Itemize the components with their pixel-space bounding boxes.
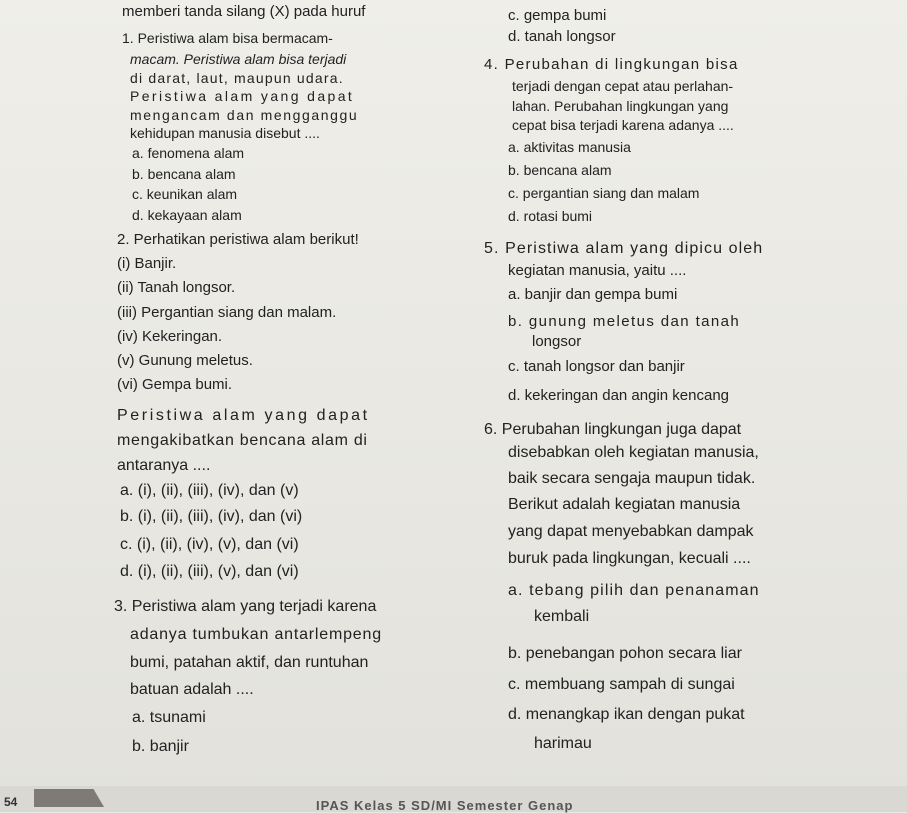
q6-option-c[interactable]: c. membuang sampah di sungai <box>508 676 735 693</box>
q6-option-a-cont: kembali <box>534 608 590 625</box>
q3-line3: bumi, patahan aktif, dan runtuhan <box>130 654 369 671</box>
q4-line1: 4. Perubahan di lingkungan bisa <box>484 56 739 73</box>
q4-line3: lahan. Perubahan lingkungan yang <box>512 98 729 114</box>
q4-option-a[interactable]: a. aktivitas manusia <box>508 139 631 155</box>
q2-option-b[interactable]: b. (i), (ii), (iii), (iv), dan (vi) <box>120 508 303 525</box>
q6-option-d-cont: harimau <box>534 735 592 752</box>
prev-option-c[interactable]: c. gempa bumi <box>508 7 607 24</box>
q3-line2: adanya tumbukan antarlempeng <box>130 626 382 643</box>
page-number: 54 <box>4 795 18 809</box>
q2-option-c[interactable]: c. (i), (ii), (iv), (v), dan (vi) <box>120 536 299 553</box>
q5-option-a[interactable]: a. banjir dan gempa bumi <box>508 286 678 303</box>
instruction-header: memberi tanda silang (X) pada huruf <box>122 3 366 20</box>
q1-line2: macam. Peristiwa alam bisa terjadi <box>130 51 347 67</box>
q6-line6: buruk pada lingkungan, kecuali .... <box>508 550 751 567</box>
q1-option-b[interactable]: b. bencana alam <box>132 166 236 182</box>
q1-line5: mengancam dan mengganggu <box>130 107 359 123</box>
q5-option-b[interactable]: b. gunung meletus dan tanah <box>508 313 741 330</box>
book-label: IPAS Kelas 5 SD/MI Semester Genap <box>316 798 574 813</box>
q3-option-a[interactable]: a. tsunami <box>132 709 206 726</box>
q2-item-iii: (iii) Pergantian siang dan malam. <box>117 304 337 321</box>
q5-line1: 5. Peristiwa alam yang dipicu oleh <box>484 240 764 257</box>
q2-item-i: (i) Banjir. <box>117 255 177 272</box>
q6-line1: 6. Perubahan lingkungan juga dapat <box>484 421 742 438</box>
q2-option-d[interactable]: d. (i), (ii), (iii), (v), dan (vi) <box>120 563 299 580</box>
q6-line4: Berikut adalah kegiatan manusia <box>508 496 741 513</box>
q4-line2: terjadi dengan cepat atau perlahan- <box>512 78 734 94</box>
q6-option-b[interactable]: b. penebangan pohon secara liar <box>508 645 742 662</box>
q2-item-v: (v) Gunung meletus. <box>117 352 253 369</box>
q1-line3: di darat, laut, maupun udara. <box>130 70 344 86</box>
q2-item-iv: (iv) Kekeringan. <box>117 328 223 345</box>
q3-line4: batuan adalah .... <box>130 681 254 698</box>
q5-option-c[interactable]: c. tanah longsor dan banjir <box>508 358 685 375</box>
q2-item-vi: (vi) Gempa bumi. <box>117 376 233 393</box>
q6-line3: baik secara sengaja maupun tidak. <box>508 470 756 487</box>
q3-line1: 3. Peristiwa alam yang terjadi karena <box>114 598 377 615</box>
q2-item-ii: (ii) Tanah longsor. <box>117 279 236 296</box>
q1-option-a[interactable]: a. fenomena alam <box>132 145 245 161</box>
q2-option-a[interactable]: a. (i), (ii), (iii), (iv), dan (v) <box>120 482 299 499</box>
q1-line4: Peristiwa alam yang dapat <box>130 88 355 104</box>
q2-line3: mengakibatkan bencana alam di <box>117 432 368 449</box>
q1-option-c[interactable]: c. keunikan alam <box>132 186 238 202</box>
q5-option-b-cont: longsor <box>532 333 582 350</box>
q1-option-d[interactable]: d. kekayaan alam <box>132 207 242 223</box>
q3-option-b[interactable]: b. banjir <box>132 738 189 755</box>
q1-line1: 1. Peristiwa alam bisa bermacam- <box>122 30 333 46</box>
footer-badge-decoration <box>34 789 104 807</box>
q2-line4: antaranya .... <box>117 457 211 474</box>
q5-line2: kegiatan manusia, yaitu .... <box>508 262 687 279</box>
q4-line4: cepat bisa terjadi karena adanya .... <box>512 117 734 133</box>
prev-option-d[interactable]: d. tanah longsor <box>508 28 616 45</box>
q4-option-c[interactable]: c. pergantian siang dan malam <box>508 185 700 201</box>
q6-option-d[interactable]: d. menangkap ikan dengan pukat <box>508 706 745 723</box>
q6-line5: yang dapat menyebabkan dampak <box>508 523 754 540</box>
q6-line2: disebabkan oleh kegiatan manusia, <box>508 444 759 461</box>
q6-option-a[interactable]: a. tebang pilih dan penanaman <box>508 582 760 599</box>
q2-line1: 2. Perhatikan peristiwa alam berikut! <box>117 231 359 248</box>
q2-line2: Peristiwa alam yang dapat <box>117 407 370 424</box>
q1-line6: kehidupan manusia disebut .... <box>130 125 320 141</box>
q4-option-b[interactable]: b. bencana alam <box>508 162 612 178</box>
q5-option-d[interactable]: d. kekeringan dan angin kencang <box>508 387 730 404</box>
q4-option-d[interactable]: d. rotasi bumi <box>508 208 593 224</box>
